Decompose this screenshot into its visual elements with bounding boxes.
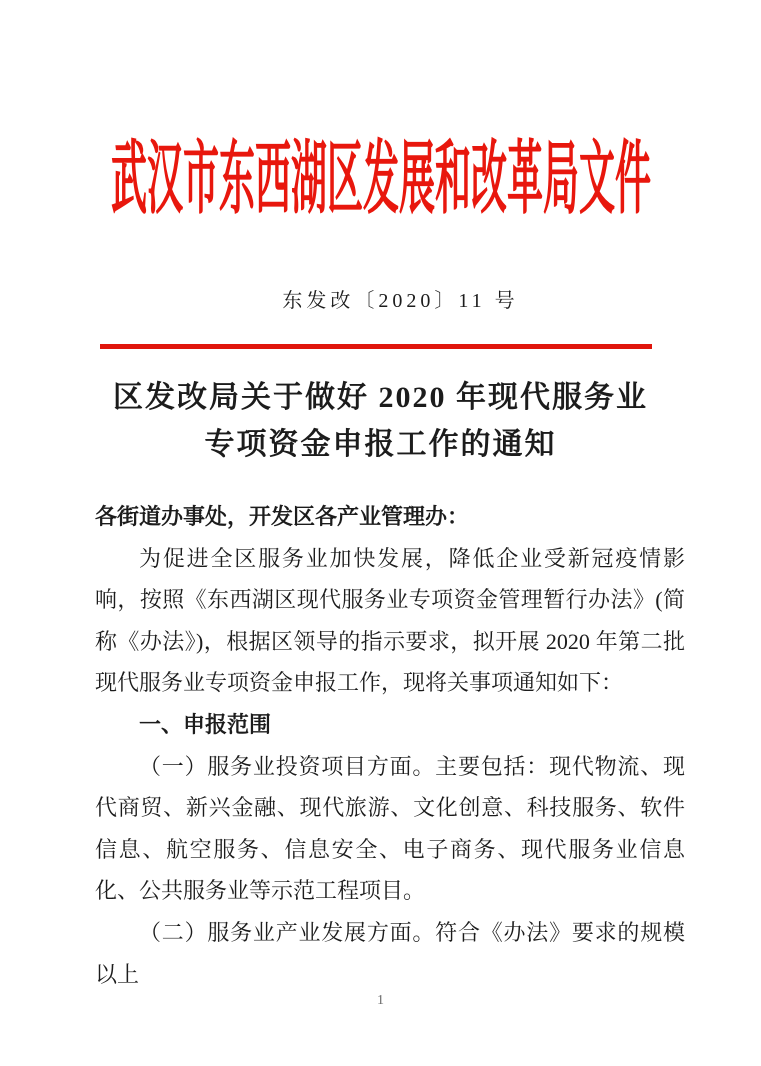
body-paragraph: （一）服务业投资项目方面。主要包括：现代物流、现代商贸、新兴金融、现代旅游、文化创意、科技服务、软件信息、航空服务、信息安全、电子商务、现代服务业信息化、公共服务业等示范工程项目。 (95, 753, 685, 904)
document-title-line-2: 专项资金申报工作的通知 (204, 428, 557, 461)
red-divider-rule (100, 344, 652, 349)
salutation-line: 各街道办事处，开发区各产业管理办： (95, 504, 470, 529)
document-title (0, 374, 761, 468)
page-number: 1 (377, 993, 384, 1008)
body-paragraph: （二）服务业产业发展方面。符合《办法》要求的规模以上 (95, 919, 685, 987)
document-reference-number: 东发改〔2020〕11 号 (282, 290, 519, 312)
body-paragraphs (95, 538, 685, 996)
document-title-line-1: 区发改局关于做好 2020 年现代服务业 (113, 381, 648, 414)
issuing-agency-title: 武汉市东西湖区发展和改革局文件 (110, 136, 651, 224)
section-heading: 一、申报范围 (139, 711, 272, 737)
document-body (95, 496, 685, 995)
red-header-banner (0, 130, 761, 230)
body-paragraph: 为促进全区服务业加快发展，降低企业受新冠疫情影响，按照《东西湖区现代服务业专项资金管理暂行办法》(简称《办法》)，根据区领导的指示要求，拟开展 2020 年第二批现代服务业专项资金申报工作，现将关事项通知如下： (95, 545, 685, 696)
